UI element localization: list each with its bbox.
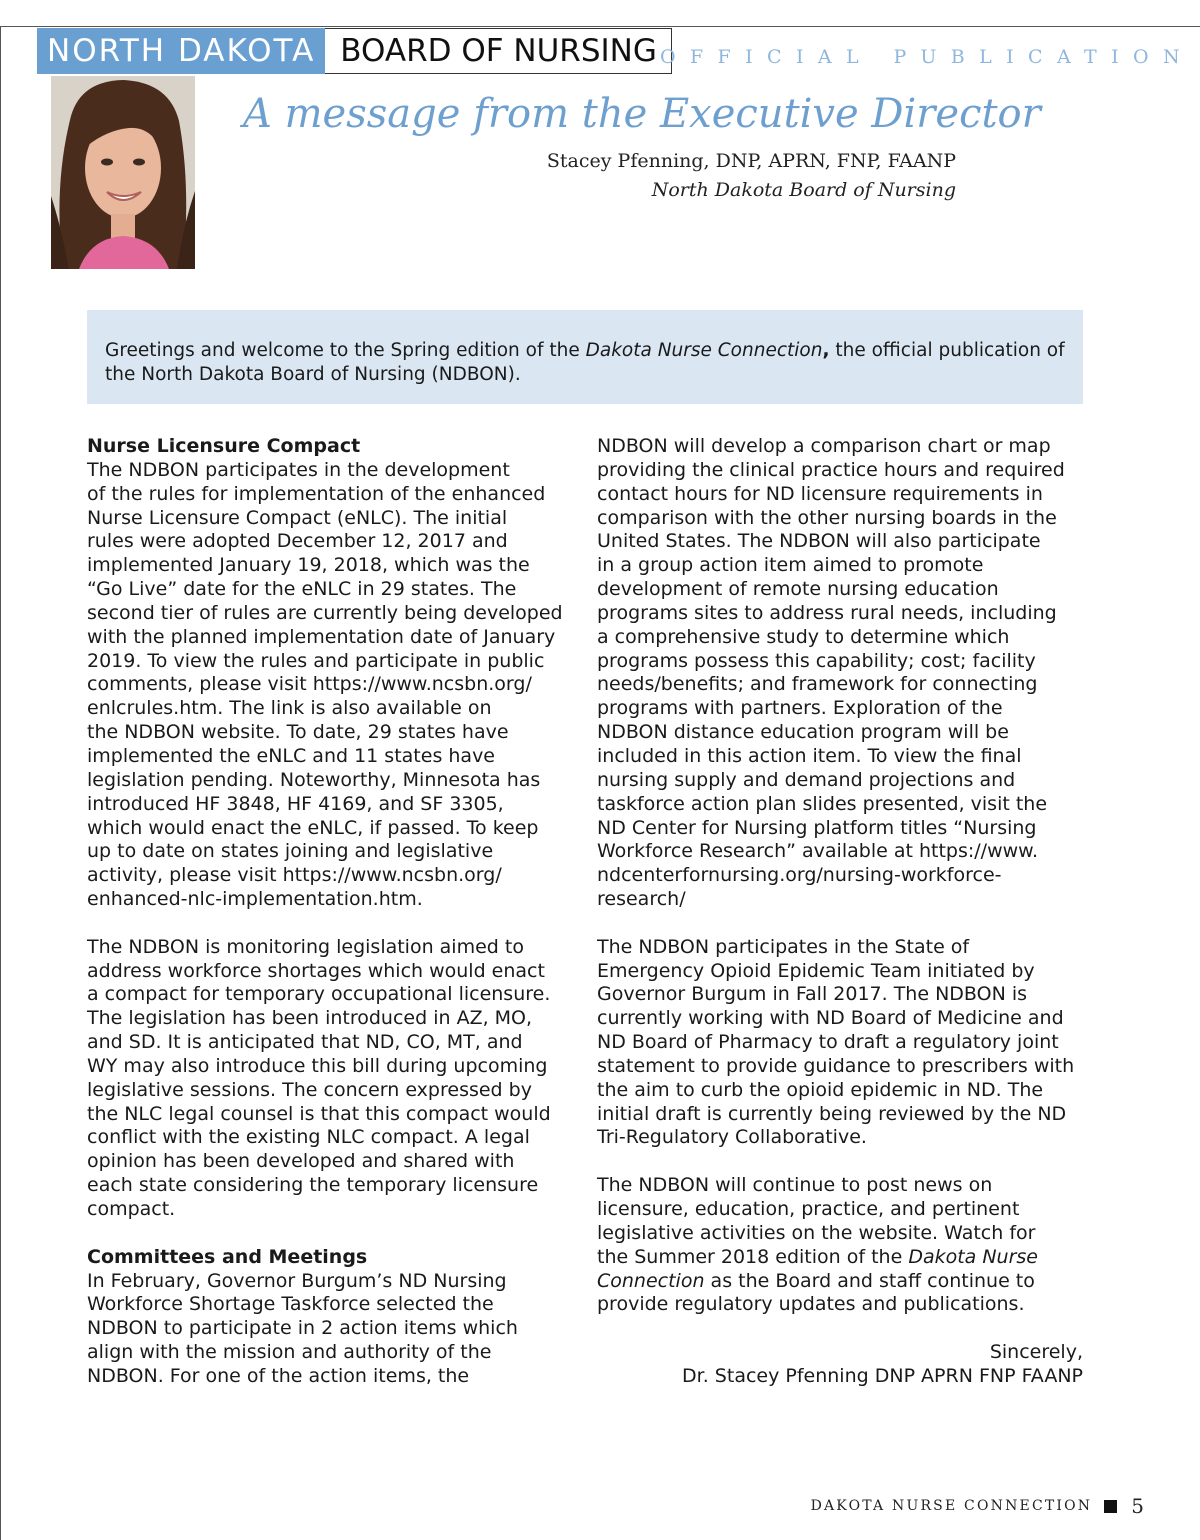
paragraph-nlc-rules: The NDBON participates in the development of the rules for implementation of the enhanced Nurse Licensure Compact (eNLC). The initial rules were adopted December 12, 2017 and implemented January 19, 2018, which was the “Go Live” date for the eNLC in 29 states. The second tier of rules are currently being developed with the planned implementation date of January 2019. To view the rules and participate in public comments, please visit https://www.ncsbn.org/ enlcrules.htm. The link is also available on the NDBON website. To date, 29 states have implemented the eNLC and 11 states have legislation pending. Noteworthy, Minnesota has introduced HF 3848, HF 4169, and SF 3305, which would enact the eNLC, if passed. To keep up to date on states joining and legislative activity, please visit https://www.ncsbn.org/ enhanced-nlc-implementation.htm. bbox=[87, 458, 563, 911]
page-footer bbox=[811, 1494, 1144, 1518]
paragraph-opioid-team: The NDBON participates in the State of Emergency Opioid Epidemic Team initiated by Governor Burgum in Fall 2017. The NDBON is currently working with ND Board of Medicine and ND Board of Pharmacy to draft a regulatory joint statement to provide guidance to prescribers with the aim to curb the opioid epidemic in ND. The initial draft is currently being reviewed by the ND Tri-Regulatory Collaborative. bbox=[597, 935, 1075, 1149]
footer-publication-name: DAKOTA NURSE CONNECTION bbox=[810, 1498, 1093, 1514]
author-name: Stacey Pfenning, DNP, APRN, FNP, FAANP bbox=[546, 150, 956, 172]
continue-news-text-end: as the Board and staff continue to provide regulatory updates and publications. bbox=[597, 1269, 1035, 1316]
left-column bbox=[87, 435, 577, 1389]
footer-square-icon bbox=[1104, 1500, 1117, 1513]
paragraph-continue-news bbox=[597, 1174, 1087, 1317]
publication-title-part-1: Dakota Nurse bbox=[908, 1245, 1039, 1268]
paragraph-spacer bbox=[87, 1222, 577, 1246]
author-photo bbox=[51, 76, 195, 269]
masthead-state: NORTH DAKOTA bbox=[37, 28, 325, 74]
signature-name: Dr. Stacey Pfenning DNP APRN FNP FAANP bbox=[682, 1364, 1083, 1387]
page-frame-top-rule bbox=[0, 26, 1200, 27]
greeting-comma: , bbox=[822, 340, 830, 361]
paragraph-spacer bbox=[87, 912, 577, 936]
closing-sincerely: Sincerely, bbox=[989, 1341, 1083, 1364]
article-headline: A message from the Executive Director bbox=[243, 91, 1041, 137]
greeting-text-end: the official publication of the North Dakota Board of Nursing (NDBON). bbox=[105, 340, 1065, 385]
masthead-board: BOARD OF NURSING bbox=[325, 28, 672, 74]
publication-title-part-2: Connection bbox=[597, 1269, 705, 1292]
paragraph-spacer bbox=[597, 1317, 1087, 1341]
greeting-text-start: Greetings and welcome to the Spring edition of the bbox=[105, 340, 586, 361]
continue-news-text-start: The NDBON will continue to post news on licensure, education, practice, and pertinent legislative activities on the website. Watch for the Summer 2018 edition of the bbox=[597, 1174, 1036, 1268]
paragraph-temporary-licensure: The NDBON is monitoring legislation aimed to address workforce shortages which would enact a compact for temporary occupational licensure. The legislation has been introduced in AZ, MO, and SD. It is anticipated that ND, CO, MT, and WY may also introduce this bill during upcoming legislative sessions. The concern expressed by the NLC legal counsel is that this compact would conflict with the existing NLC compact. A legal opinion has been developed and shared with each state considering the temporary licensure compact. bbox=[87, 935, 551, 1220]
paragraph-taskforce: In February, Governor Burgum’s ND Nursing Workforce Shortage Taskforce selected the NDBON to participate in 2 action items which align with the mission and authority of the NDBON. For one of the action items, the bbox=[87, 1269, 518, 1387]
paragraph-comparison-chart: NDBON will develop a comparison chart or map providing the clinical practice hours and required contact hours for ND licensure requirements in comparison with the other nursing boards in the United States. The NDBON will also participate in a group action item aimed to promote development of remote nursing education programs sites to address rural needs, including a comprehensive study to determine which programs possess this capability; cost; facility needs/benefits; and framework for connecting programs with partners. Exploration of the NDBON distance education program will be included in this action item. To view the final nursing supply and demand projections and taskforce action plan slides presented, visit the ND Center for Nursing platform titles “Nursing Workforce Research” available at https://www. ndcenterfornursing.org/nursing-workforce- research/ bbox=[597, 435, 1065, 911]
section-heading-nurse-licensure-compact: Nurse Licensure Compact bbox=[87, 435, 361, 457]
page-frame-left-rule bbox=[0, 26, 1, 1540]
paragraph-spacer bbox=[597, 1150, 1087, 1174]
masthead-tagline: OFFICIAL PUBLICATION bbox=[660, 46, 1195, 68]
masthead bbox=[37, 28, 672, 74]
author-organization: North Dakota Board of Nursing bbox=[651, 179, 956, 201]
section-heading-committees-meetings: Committees and Meetings bbox=[87, 1245, 368, 1268]
right-column bbox=[597, 435, 1087, 1389]
author-portrait-image bbox=[51, 76, 195, 269]
greeting-publication-title: Dakota Nurse Connection bbox=[585, 340, 823, 361]
greeting-box bbox=[87, 310, 1083, 404]
paragraph-spacer bbox=[597, 912, 1087, 936]
page-number: 5 bbox=[1131, 1494, 1144, 1518]
